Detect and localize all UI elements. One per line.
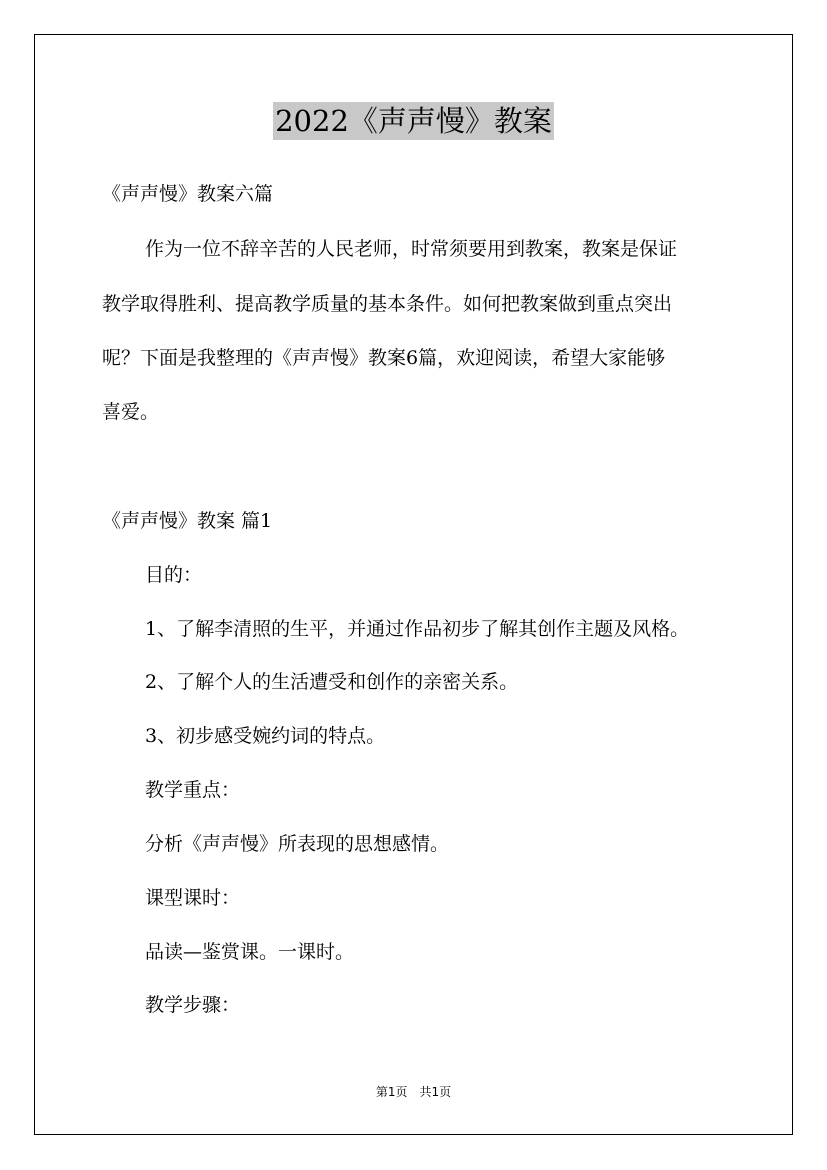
body-line: 目的：	[145, 564, 203, 586]
body-line: 分析《声声慢》所表现的思想感情。	[145, 833, 450, 855]
intro-line: 喜爱。	[102, 401, 160, 423]
body-line: 课型课时：	[145, 887, 241, 909]
body-line: 教学步骤：	[145, 994, 241, 1016]
body-line: 1、了解李清照的生平，并通过作品初步了解其创作主题及风格。	[145, 618, 690, 640]
document-title: 2022《声声慢》教案	[275, 104, 552, 138]
body-line: 品读—鉴赏课。一课时。	[145, 941, 355, 963]
intro-line: 呢？下面是我整理的《声声慢》教案6篇，欢迎阅读，希望大家能够	[102, 347, 666, 369]
intro-line: 作为一位不辞辛苦的人民老师，时常须要用到教案，教案是保证	[145, 238, 678, 260]
body-line: 2、了解个人的生活遭受和创作的亲密关系。	[145, 671, 519, 693]
subtitle: 《声声慢》教案六篇	[102, 183, 274, 205]
document-title-wrapper	[0, 100, 827, 142]
page-footer: 第1页 共1页	[375, 1085, 452, 1099]
section-heading: 《声声慢》教案 篇1	[102, 510, 273, 532]
intro-line: 教学取得胜利、提高教学质量的基本条件。如何把教案做到重点突出	[102, 293, 673, 315]
body-line: 教学重点：	[145, 779, 241, 801]
body-line: 3、初步感受婉约词的特点。	[145, 725, 386, 747]
